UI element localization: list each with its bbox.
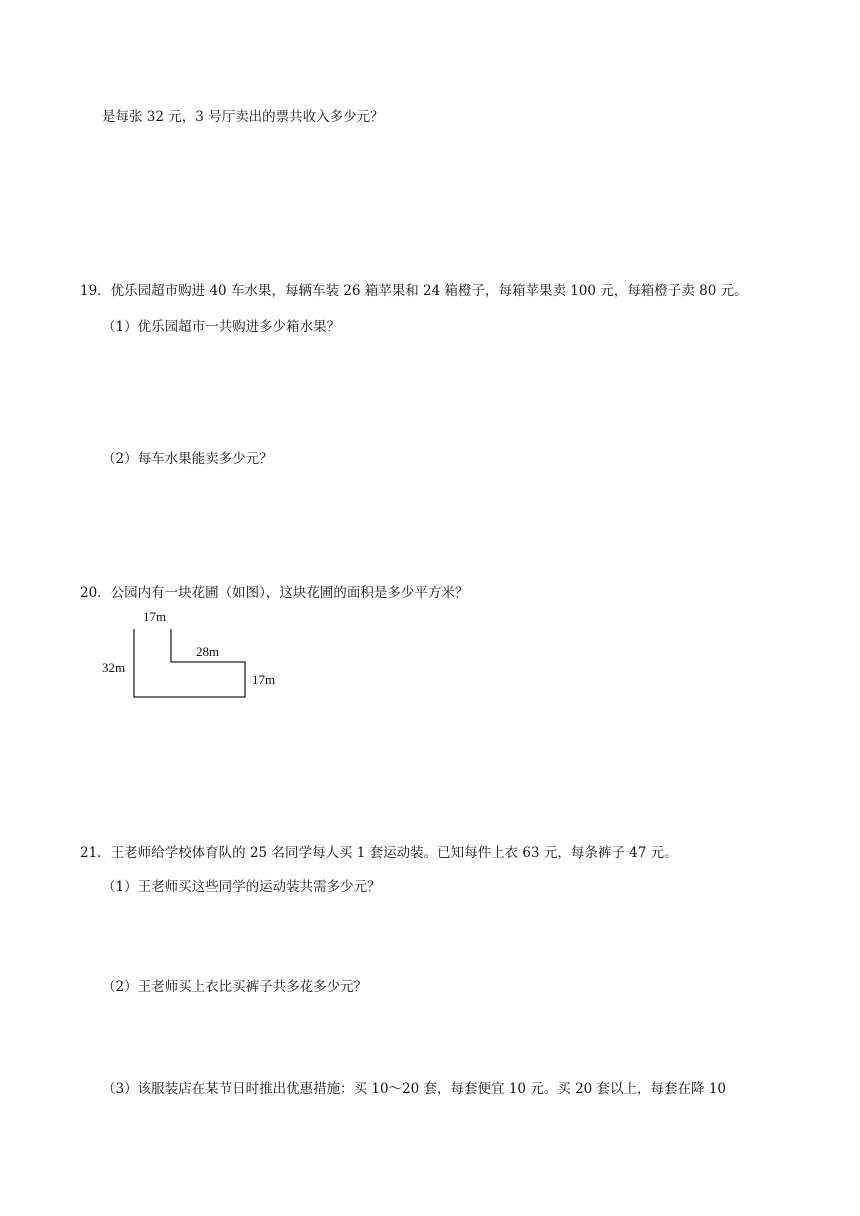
q19-stem: 19．优乐园超市购进 40 车水果，每辆车装 26 箱苹果和 24 箱橙子，每箱苹果卖 100 元，每箱橙子卖 80 元。 bbox=[80, 283, 748, 299]
l-shape-diagram bbox=[96, 606, 282, 698]
q18-tail-text: 是每张 32 元，3 号厅卖出的票共收入多少元？ bbox=[102, 109, 384, 125]
q19-sub1: （1）优乐园超市一共购进多少箱水果？ bbox=[102, 319, 341, 335]
l-shape-outline bbox=[134, 629, 245, 697]
label-top-width: 17m bbox=[143, 609, 167, 624]
flowerbed-figure bbox=[96, 606, 282, 698]
q21-stem: 21．王老师给学校体育队的 25 名同学每人买 1 套运动装。已知每件上衣 63 元，每条裤子 47 元。 bbox=[80, 845, 678, 861]
label-left-height: 32m bbox=[102, 660, 126, 675]
q20-stem: 20．公园内有一块花圃（如图），这块花圃的面积是多少平方米？ bbox=[80, 585, 469, 601]
q21-sub3: （3）该服装店在某节日时推出优惠措施：买 10～20 套，每套便宜 10 元。买 20 套以上，每套在降 10 bbox=[102, 1081, 727, 1097]
q19-sub2: （2）每车水果能卖多少元？ bbox=[102, 451, 273, 467]
q21-sub1: （1）王老师买这些同学的运动装共需多少元？ bbox=[102, 879, 381, 895]
label-right-height: 17m bbox=[252, 672, 276, 687]
label-middle-width: 28m bbox=[196, 644, 220, 659]
q21-sub2: （2）王老师买上衣比买裤子共多花多少元？ bbox=[102, 979, 368, 995]
